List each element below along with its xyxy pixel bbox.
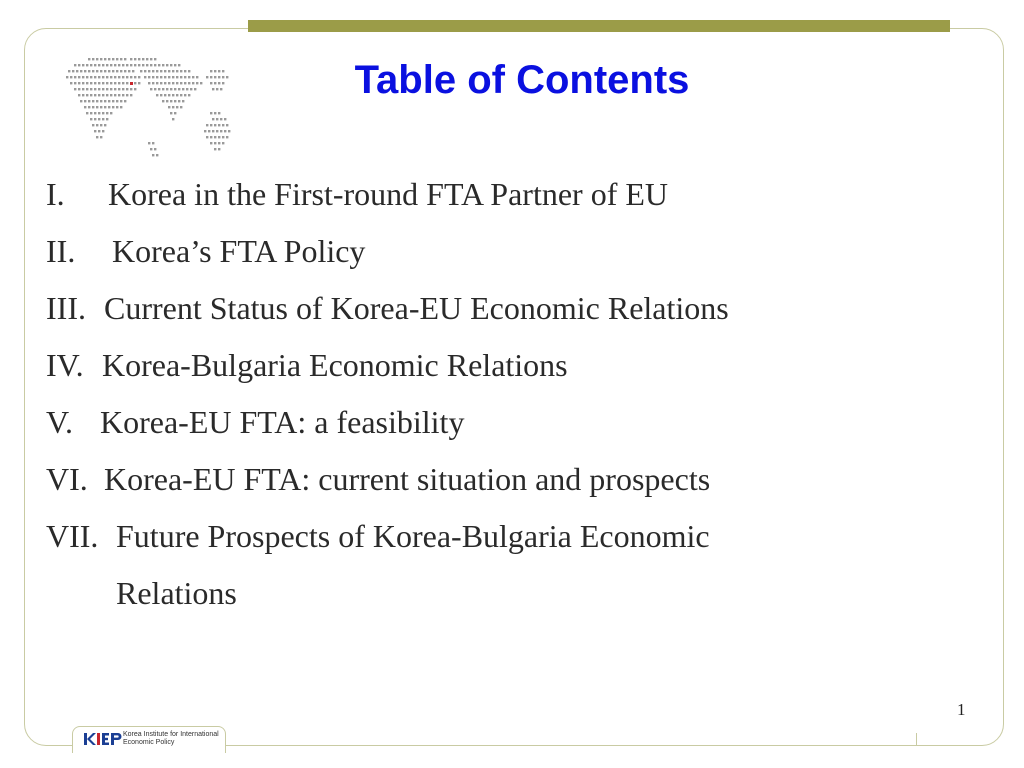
map-dot: [208, 130, 210, 132]
footer-logo-text: [123, 731, 219, 747]
toc-item: [46, 280, 906, 337]
map-dot: [90, 112, 92, 114]
toc-item-text: Korea-Bulgaria Economic Relations: [102, 347, 568, 383]
map-dot: [98, 130, 100, 132]
map-dot: [224, 118, 226, 120]
map-dot: [84, 106, 86, 108]
map-dot: [106, 118, 108, 120]
toc-item-number: VI.: [46, 461, 88, 497]
map-dot: [148, 142, 150, 144]
map-dot: [110, 112, 112, 114]
map-dot: [94, 130, 96, 132]
footer-divider: [916, 733, 917, 745]
map-dot: [92, 124, 94, 126]
map-dot: [214, 148, 216, 150]
map-dot: [94, 112, 96, 114]
map-dot: [96, 106, 98, 108]
toc-item-text: Future Prospects of Korea-Bulgaria Economic: [116, 518, 710, 554]
map-dot: [224, 130, 226, 132]
toc-item-text: Korea’s FTA Policy: [112, 233, 366, 269]
toc-item: [46, 451, 886, 508]
map-dot: [154, 148, 156, 150]
toc-item-text: Relations: [116, 575, 237, 611]
map-dot: [214, 136, 216, 138]
map-dot: [108, 106, 110, 108]
map-dot: [112, 106, 114, 108]
map-dot: [102, 118, 104, 120]
map-dot: [226, 124, 228, 126]
toc-item: [46, 508, 886, 565]
map-dot: [214, 124, 216, 126]
map-dot: [90, 118, 92, 120]
map-dot: [214, 112, 216, 114]
toc-item: [46, 223, 846, 280]
map-dot: [96, 136, 98, 138]
footer-logo-line1: Korea Institute for International: [123, 731, 219, 738]
map-dot: [220, 118, 222, 120]
map-dot: [100, 136, 102, 138]
map-dot: [100, 124, 102, 126]
map-dot: [96, 124, 98, 126]
map-dot: [210, 124, 212, 126]
map-dot: [94, 118, 96, 120]
map-dot: [206, 124, 208, 126]
map-dot: [176, 106, 178, 108]
map-dot: [152, 154, 154, 156]
page-number: 1: [957, 700, 966, 719]
map-dot: [174, 112, 176, 114]
map-dot: [204, 130, 206, 132]
map-dot: [214, 142, 216, 144]
map-dot: [168, 106, 170, 108]
map-dot: [172, 106, 174, 108]
toc-item-number: VII.: [46, 518, 99, 554]
map-dot: [220, 130, 222, 132]
map-dot: [216, 130, 218, 132]
toc-item-number: I.: [46, 176, 65, 212]
map-dot: [206, 136, 208, 138]
slide-title: Table of Contents: [354, 58, 690, 102]
map-dot: [156, 154, 158, 156]
map-dot: [222, 136, 224, 138]
map-dot: [222, 142, 224, 144]
map-dot: [222, 124, 224, 126]
map-dot: [210, 136, 212, 138]
map-dot: [152, 142, 154, 144]
map-dot: [98, 118, 100, 120]
map-dot: [102, 130, 104, 132]
map-dot: [212, 118, 214, 120]
map-dot: [210, 142, 212, 144]
map-dot: [88, 106, 90, 108]
map-dot: [102, 112, 104, 114]
map-dot: [180, 106, 182, 108]
toc-item-number: III.: [46, 290, 86, 326]
map-dot: [106, 112, 108, 114]
map-dot: [172, 118, 174, 120]
toc-item-text: Korea in the First-round FTA Partner of EU: [108, 176, 668, 212]
map-dot: [218, 136, 220, 138]
toc-item: [46, 394, 846, 451]
toc-item: [46, 565, 446, 622]
map-dot: [120, 106, 122, 108]
map-dot: [228, 130, 230, 132]
accent-bar: [248, 20, 950, 32]
map-dot: [218, 148, 220, 150]
map-dot: [104, 124, 106, 126]
map-dot: [116, 106, 118, 108]
footer-logo-line2: Economic Policy: [123, 739, 175, 746]
map-dot: [170, 112, 172, 114]
toc-list: [46, 166, 906, 622]
map-dot: [218, 142, 220, 144]
map-dot: [86, 112, 88, 114]
map-dot: [104, 106, 106, 108]
map-dot: [92, 106, 94, 108]
map-dot: [150, 148, 152, 150]
toc-item-number: V.: [46, 404, 73, 440]
toc-item-number: II.: [46, 233, 76, 269]
toc-item-text: Current Status of Korea-EU Economic Relations: [104, 290, 729, 326]
toc-item-number: IV.: [46, 347, 84, 383]
map-dot: [210, 112, 212, 114]
map-dot: [100, 106, 102, 108]
toc-item-text: Korea-EU FTA: current situation and prospects: [104, 461, 711, 497]
map-dot: [218, 124, 220, 126]
toc-item-text: Korea-EU FTA: a feasibility: [100, 404, 465, 440]
toc-item: [46, 166, 846, 223]
toc-item: [46, 337, 846, 394]
kiep-logo: [84, 731, 122, 747]
map-dot: [218, 112, 220, 114]
map-dot: [98, 112, 100, 114]
map-dot: [212, 130, 214, 132]
map-dot: [216, 118, 218, 120]
map-dot: [226, 136, 228, 138]
